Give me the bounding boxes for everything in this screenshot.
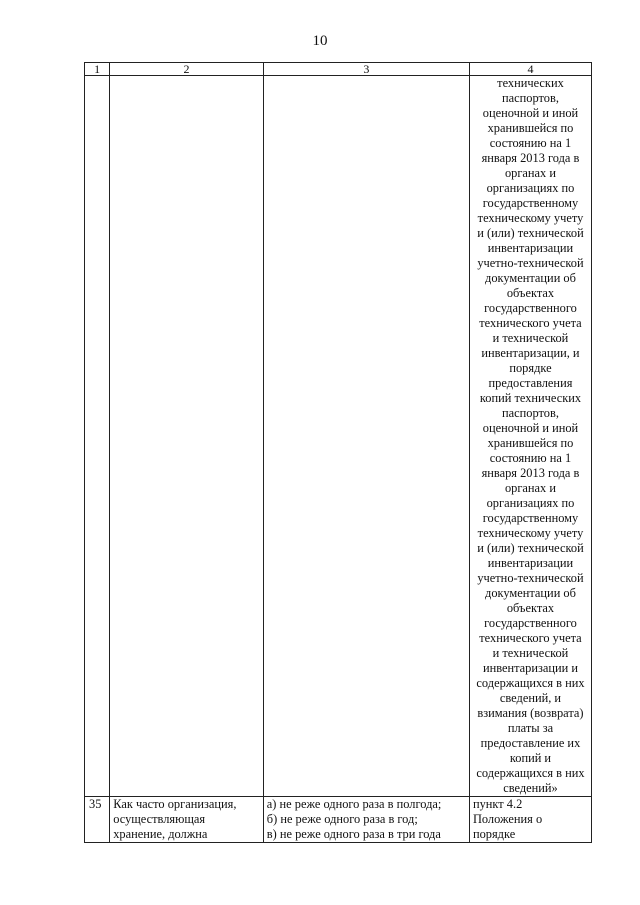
answer-option-a: а) не реже одного раза в полгода; — [266, 797, 442, 811]
table-header-row — [85, 63, 592, 76]
document-table — [84, 62, 592, 843]
table-row-continuation — [85, 76, 592, 797]
answer-options — [263, 797, 469, 843]
answer-option-b: б) не реже одного раза в год; — [266, 812, 418, 826]
header-col-4: 4 — [469, 63, 591, 76]
continuation-col-4-text: технических паспортов, оценочной и иной хранившейся по состоянию на 1 января 2013 года в органах и организациях по государственному техническому учету и (или) технической инвентаризации учетно-технической документации об объектах государственного технического учета и технической инвентаризации, и порядке предоставления копий технических паспортов, оценочной и иной хранившейся по состоянию на 1 января 2013 года в органах и организациях по государственному техническому учету и (или) технической инвентаризации учетно-технической документации об объектах государственного технического учета и технической инвентаризации и содержащихся в них сведений, и взимания (возврата) платы за предоставление их копий и содержащихся в них сведений» — [469, 76, 591, 797]
header-col-1: 1 — [85, 63, 110, 76]
reference-text: пункт 4.2 Положения о порядке — [469, 797, 591, 843]
continuation-col-3 — [263, 76, 469, 797]
header-col-2: 2 — [110, 63, 264, 76]
table-row-35 — [85, 797, 592, 843]
header-col-3: 3 — [263, 63, 469, 76]
continuation-col-2 — [110, 76, 264, 797]
page-number: 10 — [312, 33, 328, 49]
continuation-col-1 — [85, 76, 110, 797]
question-text: Как часто организация, осуществляющая хранение, должна — [110, 797, 264, 843]
row-number: 35 — [85, 797, 110, 843]
answer-option-c: в) не реже одного раза в три года — [266, 827, 441, 841]
